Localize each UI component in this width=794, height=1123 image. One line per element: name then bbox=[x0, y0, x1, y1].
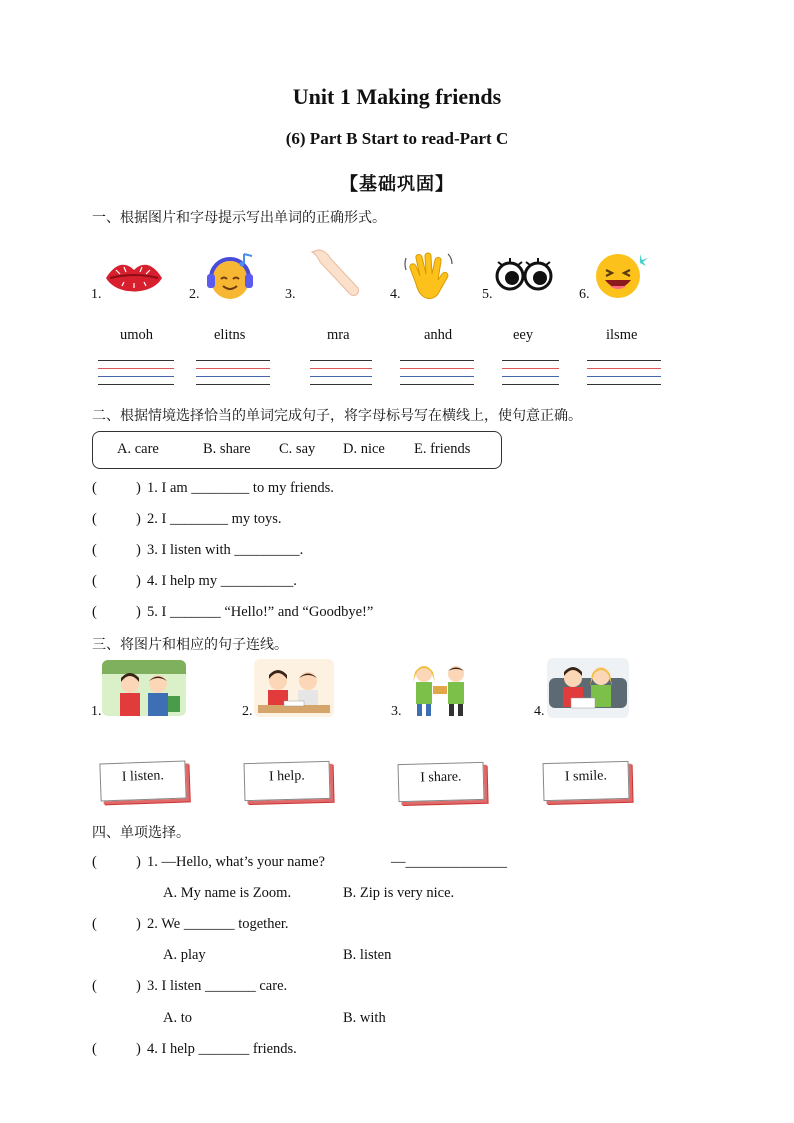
writing-lines[interactable] bbox=[400, 360, 474, 392]
answer-paren-close: ) bbox=[136, 511, 141, 527]
option-b[interactable]: B. with bbox=[343, 1010, 386, 1026]
question-text: 3. I listen with _________. bbox=[147, 542, 304, 558]
letter-hint: ilsme bbox=[606, 327, 638, 343]
answer-paren-close: ) bbox=[136, 604, 141, 620]
question-text: 3. I listen _______ care. bbox=[147, 978, 288, 994]
writing-lines[interactable] bbox=[196, 360, 270, 392]
item-number: 2. bbox=[189, 287, 200, 302]
answer-paren-close: ) bbox=[136, 573, 141, 589]
question-text: 2. We _______ together. bbox=[147, 916, 289, 932]
section-heading: 【基础巩固】 bbox=[340, 174, 454, 195]
question-text: 2. I ________ my toys. bbox=[147, 511, 282, 527]
option-a[interactable]: A. play bbox=[163, 947, 206, 963]
answer-paren-open[interactable]: ( bbox=[92, 978, 97, 994]
answer-paren-open[interactable]: ( bbox=[92, 480, 97, 496]
answer-paren-close: ) bbox=[136, 916, 141, 932]
option-a[interactable]: A. to bbox=[163, 1010, 192, 1026]
part1-instruction: 一、根据图片和字母提示写出单词的正确形式。 bbox=[92, 210, 386, 226]
sentence-card[interactable] bbox=[398, 762, 485, 802]
answer-line[interactable]: —______________ bbox=[391, 854, 507, 870]
answer-paren-open[interactable]: ( bbox=[92, 573, 97, 589]
item-number: 1. bbox=[91, 287, 102, 302]
question-text: 4. I help my __________. bbox=[147, 573, 297, 589]
answer-paren-close: ) bbox=[136, 854, 141, 870]
part3-instruction: 三、将图片和相应的句子连线。 bbox=[92, 637, 288, 653]
word-option: C. say bbox=[279, 441, 316, 457]
answer-paren-open[interactable]: ( bbox=[92, 916, 97, 932]
card-text: I smile. bbox=[564, 768, 608, 785]
part2-instruction: 二、根据情境选择恰当的单词完成句子，将字母标号写在横线上，使句意正确。 bbox=[92, 408, 582, 424]
option-b[interactable]: B. Zip is very nice. bbox=[343, 885, 455, 901]
writing-lines[interactable] bbox=[98, 360, 174, 392]
laughing-face-icon bbox=[590, 248, 648, 302]
arm-icon bbox=[306, 248, 362, 302]
music-smile-icon bbox=[204, 250, 260, 302]
card-text: I listen. bbox=[121, 768, 165, 785]
writing-lines[interactable] bbox=[587, 360, 661, 392]
question-text: 4. I help _______ friends. bbox=[147, 1041, 297, 1057]
question-text: 5. I _______ “Hello!” and “Goodbye!” bbox=[147, 604, 374, 620]
option-b[interactable]: B. listen bbox=[343, 947, 392, 963]
writing-lines[interactable] bbox=[310, 360, 372, 392]
letter-hint: anhd bbox=[424, 327, 453, 343]
answer-paren-open[interactable]: ( bbox=[92, 604, 97, 620]
option-a[interactable]: A. My name is Zoom. bbox=[163, 885, 292, 901]
answer-paren-close: ) bbox=[136, 542, 141, 558]
item-number: 4. bbox=[390, 287, 401, 302]
part4-instruction: 四、单项选择。 bbox=[92, 825, 190, 841]
picture-number: 1. bbox=[91, 704, 102, 719]
sentence-card[interactable] bbox=[244, 761, 331, 801]
word-option: B. share bbox=[203, 441, 251, 457]
item-number: 3. bbox=[285, 287, 296, 302]
page-title: Unit 1 Making friends bbox=[292, 84, 502, 109]
eyes-icon bbox=[494, 256, 554, 292]
card-text: I share. bbox=[420, 769, 462, 786]
answer-paren-open[interactable]: ( bbox=[92, 511, 97, 527]
picture-number: 4. bbox=[534, 704, 545, 719]
answer-paren-open[interactable]: ( bbox=[92, 1041, 97, 1057]
picture-number: 3. bbox=[391, 704, 402, 719]
waving-hand-icon bbox=[402, 250, 454, 302]
kids-sharing-picture bbox=[402, 658, 478, 718]
answer-paren-open[interactable]: ( bbox=[92, 854, 97, 870]
word-option: A. care bbox=[117, 441, 159, 457]
kids-smiling-picture bbox=[547, 658, 629, 718]
item-number: 6. bbox=[579, 287, 590, 302]
letter-hint: elitns bbox=[214, 327, 246, 343]
word-option: E. friends bbox=[414, 441, 471, 457]
answer-paren-open[interactable]: ( bbox=[92, 542, 97, 558]
page-subtitle: (6) Part B Start to read-Part C bbox=[285, 129, 509, 148]
writing-lines[interactable] bbox=[502, 360, 559, 392]
picture-number: 2. bbox=[242, 704, 253, 719]
letter-hint: umoh bbox=[120, 327, 154, 343]
sentence-card[interactable] bbox=[543, 761, 630, 801]
kids-listening-picture bbox=[102, 660, 186, 716]
lips-icon bbox=[102, 256, 166, 302]
answer-paren-close: ) bbox=[136, 480, 141, 496]
word-option: D. nice bbox=[343, 441, 385, 457]
sentence-card[interactable] bbox=[99, 761, 186, 802]
answer-paren-close: ) bbox=[136, 1041, 141, 1057]
item-number: 5. bbox=[482, 287, 493, 302]
question-text: 1. —Hello, what’s your name? bbox=[147, 854, 325, 870]
letter-hint: mra bbox=[327, 327, 350, 343]
kids-helping-picture bbox=[254, 659, 334, 717]
card-text: I help. bbox=[268, 768, 305, 785]
answer-paren-close: ) bbox=[136, 978, 141, 994]
question-text: 1. I am ________ to my friends. bbox=[147, 480, 334, 496]
letter-hint: eey bbox=[513, 327, 534, 343]
